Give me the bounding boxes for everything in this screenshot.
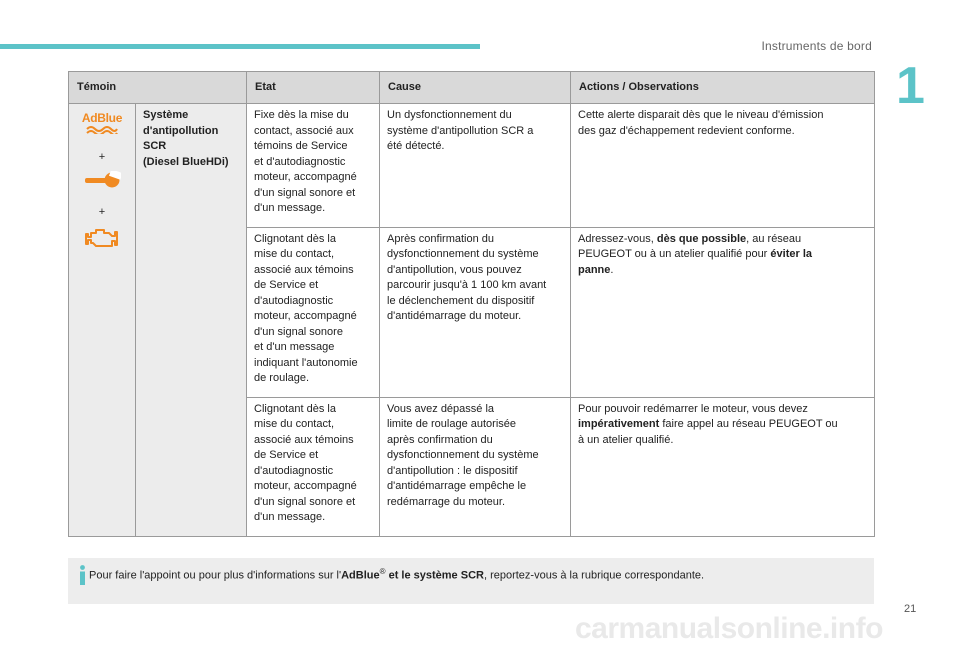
action-cell: Adressez-vous, dès que possible, au réseau PEUGEOT ou à un atelier qualifié pour éviter la panne. xyxy=(571,227,875,397)
action-cell: Pour pouvoir redémarrer le moteur, vous devez impérativement faire appel au réseau PEUGEOT ou à un atelier qualifié. xyxy=(571,397,875,536)
plus-sign: + xyxy=(98,150,106,163)
chapter-number: 1 xyxy=(896,57,925,115)
info-note xyxy=(68,558,874,604)
warning-lights-table xyxy=(68,71,875,537)
column-header-etat: Etat xyxy=(247,72,380,104)
table-header-row xyxy=(69,72,875,104)
plus-sign: + xyxy=(98,205,106,218)
icon-cell xyxy=(69,104,136,537)
service-wrench-icon xyxy=(76,171,128,195)
section-title: Instruments de bord xyxy=(761,39,872,53)
adblue-label: AdBlue xyxy=(81,111,123,125)
column-header-actions: Actions / Observations xyxy=(571,72,875,104)
column-header-cause: Cause xyxy=(380,72,571,104)
etat-cell: Fixe dès la mise du contact, associé aux témoins de Service et d'autodiagnostic moteur, accompagné d'un signal sonore et d'un message. xyxy=(247,104,380,228)
watermark: carmanualsonline.info xyxy=(575,612,883,645)
info-icon xyxy=(79,565,86,590)
page-number: 21 xyxy=(904,603,917,615)
system-cell: Système d'antipollution SCR (Diesel BlueHDi) xyxy=(136,104,247,537)
column-header-temoin: Témoin xyxy=(69,72,247,104)
adblue-warning-icon xyxy=(76,112,128,140)
header-accent-bar xyxy=(0,44,480,49)
cause-cell: Après confirmation du dysfonctionnement du système d'antipollution, vous pouvez parcourir jusqu'à 1 100 km avant le déclenchement du dispositif d'antidémarrage du moteur. xyxy=(380,227,571,397)
info-text: Pour faire l'appoint ou pour plus d'informations sur l'AdBlue® et le système SCR, reportez-vous à la rubrique correspondante. xyxy=(89,567,705,582)
etat-cell: Clignotant dès la mise du contact, associé aux témoins de Service et d'autodiagnostic moteur, accompagné d'un signal sonore et d'un message. xyxy=(247,397,380,536)
table-row xyxy=(69,104,875,228)
cause-cell: Vous avez dépassé la limite de roulage autorisée après confirmation du dysfonctionnement du système d'antipollution : le dispositif d'antidémarrage empêche le redémarrage du moteur. xyxy=(380,397,571,536)
engine-check-icon xyxy=(76,226,128,256)
etat-cell: Clignotant dès la mise du contact, associé aux témoins de Service et d'autodiagnostic moteur, accompagné d'un signal sonore et d'un message indiquant l'autonomie de roulage. xyxy=(247,227,380,397)
cause-cell: Un dysfonctionnement du système d'antipollution SCR a été détecté. xyxy=(380,104,571,228)
action-cell: Cette alerte disparait dès que le niveau d'émission des gaz d'échappement redevient conforme. xyxy=(571,104,875,228)
